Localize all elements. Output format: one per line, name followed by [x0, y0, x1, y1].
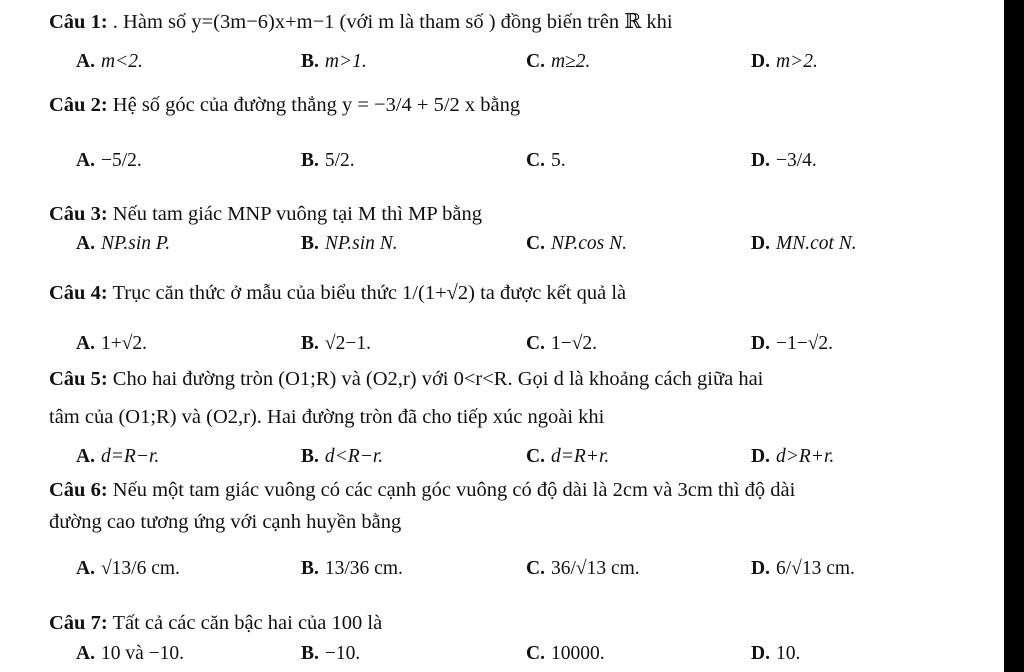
option-d [751, 333, 833, 355]
option-text: NP.sin P. [100, 233, 171, 254]
option-a [76, 51, 143, 73]
option-letter: B. [301, 446, 319, 467]
option-text: m≥2. [550, 51, 591, 72]
option-letter: B. [301, 150, 319, 171]
question-6 [49, 479, 795, 502]
option-letter: B. [301, 51, 319, 72]
question-label: Câu 1: [49, 11, 108, 33]
question-label: Câu 4: [49, 282, 108, 304]
option-letter: D. [751, 150, 770, 171]
option-text: 36/√13 cm. [550, 558, 640, 579]
option-c [526, 150, 566, 172]
option-text: d<R−r. [324, 446, 384, 467]
option-a [76, 333, 147, 355]
option-c [526, 333, 597, 355]
question-label: Câu 7: [49, 612, 108, 634]
option-d [751, 446, 834, 468]
option-letter: C. [526, 150, 545, 171]
question-4 [49, 282, 626, 305]
option-text: NP.cos N. [550, 233, 627, 254]
question-text: tâm của (O1;R) và (O2,r). Hai đường tròn đã cho tiếp xúc ngoài khi [49, 406, 605, 428]
option-d [751, 643, 800, 665]
option-a [76, 558, 180, 580]
option-text: 5/2. [324, 150, 355, 171]
option-c [526, 233, 627, 255]
question-7 [49, 612, 382, 635]
option-text: m<2. [100, 51, 143, 72]
option-b [301, 233, 398, 255]
option-letter: C. [526, 643, 545, 664]
option-letter: D. [751, 643, 770, 664]
option-text: 1−√2. [550, 333, 598, 354]
question-text: Cho hai đường tròn (O1;R) và (O2,r) với 0<r<R. Gọi d là khoảng cách giữa hai [112, 368, 764, 390]
option-c [526, 51, 590, 73]
question-text: Hệ số góc của đường thẳng y = −3/4 + 5/2 x bằng [112, 94, 521, 116]
option-letter: D. [751, 558, 770, 579]
option-text: m>1. [324, 51, 367, 72]
option-d [751, 51, 818, 73]
option-a [76, 150, 142, 172]
option-letter: A. [76, 51, 95, 72]
option-letter: A. [76, 150, 95, 171]
option-letter: C. [526, 333, 545, 354]
option-letter: C. [526, 446, 545, 467]
question-text: Trục căn thức ở mẫu của biểu thức 1/(1+√2) ta được kết quả là [112, 282, 627, 304]
option-text: 1+√2. [100, 333, 148, 354]
question-text: Nếu một tam giác vuông có các cạnh góc vuông có độ dài là 2cm và 3cm thì độ dài [112, 479, 796, 501]
question-label: Câu 3: [49, 203, 108, 225]
question-text: . Hàm số y=(3m−6)x+m−1 (với m là tham số ) đồng biến trên ℝ khi [112, 11, 673, 33]
option-text: 10. [775, 643, 801, 664]
option-b [301, 643, 360, 665]
option-a [76, 446, 159, 468]
option-text: −3/4. [775, 150, 817, 171]
option-b [301, 51, 367, 73]
option-letter: D. [751, 51, 770, 72]
question-text: đường cao tương ứng với cạnh huyền bằng [49, 511, 402, 533]
option-text: 13/36 cm. [324, 558, 403, 579]
question-3 [49, 203, 482, 226]
option-b [301, 150, 355, 172]
option-d [751, 150, 817, 172]
option-b [301, 558, 403, 580]
question-6-line-2 [49, 511, 401, 534]
option-text: √2−1. [324, 333, 371, 354]
option-letter: B. [301, 643, 319, 664]
option-b [301, 446, 383, 468]
question-text: Tất cả các căn bậc hai của 100 là [112, 612, 383, 634]
option-d [751, 233, 857, 255]
option-d [751, 558, 855, 580]
option-text: d=R+r. [550, 446, 610, 467]
option-b [301, 333, 371, 355]
option-letter: A. [76, 558, 95, 579]
option-letter: C. [526, 51, 545, 72]
option-letter: B. [301, 558, 319, 579]
option-letter: D. [751, 446, 770, 467]
option-text: −1−√2. [775, 333, 834, 354]
option-letter: D. [751, 333, 770, 354]
option-a [76, 233, 170, 255]
option-a [76, 643, 184, 665]
option-letter: A. [76, 333, 95, 354]
option-letter: A. [76, 643, 95, 664]
question-label: Câu 5: [49, 368, 108, 390]
question-text: Nếu tam giác MNP vuông tại M thì MP bằng [112, 203, 482, 225]
option-c [526, 446, 609, 468]
question-1 [49, 9, 673, 34]
option-text: √13/6 cm. [100, 558, 180, 579]
question-label: Câu 6: [49, 479, 108, 501]
option-letter: B. [301, 333, 319, 354]
option-letter: B. [301, 233, 319, 254]
option-text: 5. [550, 150, 566, 171]
option-text: −10. [324, 643, 361, 664]
option-text: 10000. [550, 643, 605, 664]
option-text: 10 và −10. [100, 643, 184, 664]
option-text: d=R−r. [100, 446, 160, 467]
option-text: NP.sin N. [324, 233, 398, 254]
option-letter: C. [526, 558, 545, 579]
question-5 [49, 368, 763, 391]
option-letter: D. [751, 233, 770, 254]
option-c [526, 643, 605, 665]
option-text: d>R+r. [775, 446, 835, 467]
option-letter: A. [76, 446, 95, 467]
option-text: 6/√13 cm. [775, 558, 855, 579]
option-c [526, 558, 640, 580]
option-letter: C. [526, 233, 545, 254]
option-text: m>2. [775, 51, 818, 72]
option-text: −5/2. [100, 150, 142, 171]
option-letter: A. [76, 233, 95, 254]
question-5-line-2 [49, 406, 604, 429]
question-2 [49, 94, 520, 117]
option-text: MN.cot N. [775, 233, 857, 254]
question-label: Câu 2: [49, 94, 108, 116]
